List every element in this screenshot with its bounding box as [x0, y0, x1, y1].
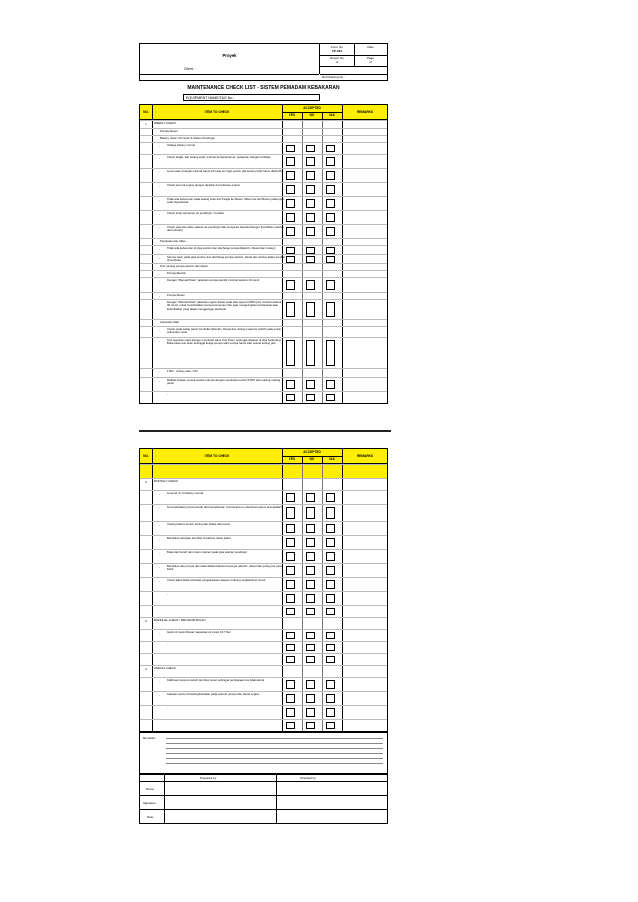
checkbox-na[interactable]	[326, 199, 335, 208]
checkbox-yes[interactable]	[286, 580, 295, 589]
checkbox-yes[interactable]	[286, 213, 295, 222]
checkbox-no[interactable]	[306, 380, 315, 389]
checkbox-na[interactable]	[326, 157, 335, 166]
checkbox-na[interactable]	[326, 722, 335, 729]
bullet-dash: -	[159, 579, 160, 583]
checklist-body-1	[139, 120, 388, 404]
item-text: Voltage battery normal	[167, 144, 195, 147]
bullet-dash: -	[159, 279, 160, 283]
checklist-row	[140, 154, 387, 168]
item-text: -	[167, 707, 168, 710]
col-yes: YES	[288, 113, 296, 117]
checkbox-no[interactable]	[306, 213, 315, 222]
bullet-dash: -	[159, 523, 160, 527]
checkbox-no[interactable]	[306, 247, 315, 254]
bullet-dash: -	[159, 184, 160, 188]
checkbox-yes[interactable]	[286, 185, 295, 194]
checkbox-yes[interactable]	[286, 538, 295, 547]
checklist-row	[140, 641, 387, 653]
item-text: Pompa Electric	[167, 272, 186, 275]
item-text: Check pada setiap panel Controller (Electric, Diesel dan Jockey) selector switch pada posisi Automatic mode	[167, 328, 281, 335]
checkbox-na[interactable]	[326, 608, 335, 615]
bullet-dash: -	[159, 537, 160, 541]
checklist-row	[140, 210, 387, 224]
checkbox-na[interactable]	[326, 247, 335, 254]
checkbox-yes[interactable]	[286, 694, 295, 703]
checkbox-yes[interactable]	[286, 656, 295, 663]
col-no-acc: NO	[309, 457, 315, 461]
checkbox-yes[interactable]	[286, 394, 295, 401]
remarks-box[interactable]	[139, 732, 388, 774]
col-remarks: REMARKS	[356, 454, 374, 458]
checklist-row	[140, 691, 387, 705]
project-box	[140, 44, 320, 74]
bullet-dash: -	[159, 301, 160, 305]
checkbox-yes[interactable]	[286, 302, 295, 317]
col-item: ITEM TO CHECK	[204, 110, 230, 114]
checkbox-na[interactable]	[326, 507, 335, 519]
item-text: Check tangki, tiari selang solar, tertutup kontaminasi air, pelapisan ulangan terbatas	[167, 156, 271, 159]
checkbox-yes[interactable]	[286, 340, 295, 366]
table-header-2	[139, 448, 388, 464]
checklist-row	[140, 464, 387, 478]
item-text: Bersihkan dan pompa dan kelembaban bahwa hi-pompa (electric, diesel dan jockey) ke panel listrik	[167, 565, 283, 572]
checklist-row	[140, 182, 387, 196]
checklist-row	[140, 705, 387, 719]
checkbox-no[interactable]	[306, 580, 315, 589]
checkbox-yes[interactable]	[286, 608, 295, 615]
item-text: Dengan "Manual Mode" jalankan engine diesel pada start speed (2000 rpm) minimal selama 30 menit, untuk membuktikan semua komponen dan agar mengeringkan kondensasi atau kelembaban yang dapat mengganggu electrical	[167, 301, 282, 311]
report-no-value: of	[335, 60, 339, 64]
item-text: Test running pompa electric dan diesel	[160, 265, 208, 268]
checkbox-na[interactable]	[326, 394, 335, 401]
bullet-dash: -	[159, 379, 160, 383]
checkbox-na[interactable]	[326, 145, 335, 152]
form-page-1	[139, 43, 388, 411]
checkbox-na[interactable]	[326, 280, 335, 290]
client-label: Client :	[184, 67, 195, 71]
item-text: Check kabel listrik terhadap pengelupasan ataupun hubung singkat/short circuit	[167, 579, 266, 582]
col-na: N/A	[329, 113, 335, 117]
checkbox-yes[interactable]	[286, 247, 295, 254]
bullet-dash: -	[159, 328, 160, 332]
item-text: WEEKLY CHECK	[154, 122, 176, 125]
date-label: Date	[367, 45, 374, 49]
checkbox-no[interactable]	[306, 656, 315, 663]
bullet-dash: -	[159, 294, 160, 298]
item-text: Automatic Start	[160, 321, 180, 324]
checkbox-na[interactable]	[326, 213, 335, 222]
checklist-row	[140, 368, 387, 377]
form-no-value: FP-004	[332, 49, 342, 53]
checkbox-no[interactable]	[306, 256, 315, 263]
checklist-row	[140, 521, 387, 535]
form-info-grid	[320, 44, 387, 74]
item-text: Lakukan servis di bearing/bantalan pada seluruh pompa dan diesel engine	[167, 693, 260, 696]
item-text: Perpipaan dan Valve	[160, 240, 186, 243]
bullet-dash: -	[159, 370, 160, 374]
checklist-row	[140, 629, 387, 641]
bullet-dash: -	[159, 272, 160, 276]
checklist-row	[140, 591, 387, 605]
col-na: N/A	[329, 457, 335, 461]
checklist-row	[140, 337, 387, 368]
form-header	[139, 43, 388, 81]
checkbox-na[interactable]	[326, 566, 335, 575]
item-text: -	[167, 593, 168, 596]
item-text: Semua valve pada pipa suction dan discharge pompa electric, diesel dan Jockey dalam kondisi Open/buka	[167, 256, 285, 263]
checklist-row	[140, 535, 387, 549]
page-label: Page	[366, 56, 374, 60]
checklist-row	[140, 270, 387, 277]
section-row	[140, 478, 387, 490]
checkbox-yes[interactable]	[286, 256, 295, 263]
checkbox-na[interactable]	[326, 580, 335, 589]
col-accepted: ACCEPTED	[303, 106, 321, 110]
checkbox-no[interactable]	[306, 566, 315, 575]
col-no-acc: NO	[309, 113, 315, 117]
checkbox-yes[interactable]	[286, 507, 295, 519]
checklist-row	[140, 254, 387, 263]
checklist-row	[140, 142, 387, 154]
checkbox-no[interactable]	[306, 708, 315, 717]
checkbox-na[interactable]	[326, 656, 335, 663]
item-text: -	[167, 643, 168, 646]
checklist-row	[140, 196, 387, 210]
row-number: 4	[145, 667, 147, 671]
page-value: of	[369, 60, 372, 64]
checkbox-na[interactable]	[326, 185, 335, 194]
item-text: Dengan "Manual Mode", jalankan pompa electrik minimal selama 10 menit	[167, 279, 260, 282]
col-accepted: ACCEPTED	[303, 450, 321, 454]
checkbox-na[interactable]	[326, 227, 335, 236]
checkbox-no[interactable]	[306, 394, 315, 401]
item-text: Casing battery bersih, kering dan bebas dari korosi	[167, 523, 231, 526]
checkbox-no[interactable]	[306, 722, 315, 729]
item-text: MONTHLY CHECK	[154, 480, 178, 483]
item-text: Level air dr. bl battery normal	[167, 492, 204, 495]
checklist-row	[140, 319, 387, 326]
checkbox-yes[interactable]	[286, 199, 295, 208]
checklist-body-2	[139, 464, 388, 732]
checklist-row	[140, 299, 387, 319]
signature-label: Signature	[143, 801, 156, 805]
checkbox-no[interactable]	[306, 538, 315, 547]
checklist-row	[140, 277, 387, 292]
bullet-dash: -	[159, 247, 160, 251]
checkbox-no[interactable]	[306, 340, 315, 366]
signature-block	[139, 774, 388, 824]
bullet-dash: -	[159, 212, 160, 216]
checkbox-na[interactable]	[326, 493, 335, 502]
prepared-by-label: Prepared by	[200, 776, 217, 780]
checklist-row	[140, 605, 387, 617]
checkbox-na[interactable]	[326, 552, 335, 561]
checkbox-no[interactable]	[306, 644, 315, 651]
item-text: Check pipa dan valve saluran air pendingin dari pompa ke Heat Exchanger (bersihkan strainer dari kotoran)	[167, 226, 284, 233]
checklist-row	[140, 577, 387, 591]
bullet-dash: -	[159, 551, 160, 555]
checkbox-na[interactable]	[326, 632, 335, 639]
bullet-dash: -	[159, 256, 160, 260]
checkbox-no[interactable]	[306, 185, 315, 194]
date-row-label: Date	[147, 815, 154, 819]
ref-drawing-label: Ref Drawing No :	[320, 74, 387, 81]
section-row	[140, 617, 387, 629]
bullet-dash: -	[159, 226, 160, 230]
checkbox-na[interactable]	[326, 644, 335, 651]
checklist-row	[140, 653, 387, 665]
item-text: Bulat dari bersih dan rotam rotamer pada pipa saluran pendingin	[167, 551, 247, 554]
remarks-label: Remarks :	[143, 736, 157, 740]
checklist-row	[140, 135, 387, 142]
checkbox-no[interactable]	[306, 171, 315, 180]
checkbox-no[interactable]	[306, 280, 315, 290]
form-no-label: Form No	[331, 45, 343, 49]
col-yes: YES	[288, 457, 296, 461]
checklist-row	[140, 677, 387, 691]
checklist-row	[140, 549, 387, 563]
item-text: ANNUAL CHECK	[154, 667, 176, 670]
form-page-2	[139, 448, 388, 826]
checkbox-yes[interactable]	[286, 722, 295, 729]
checklist-row	[140, 391, 387, 403]
name-label: Name	[146, 787, 155, 791]
checkbox-na[interactable]	[326, 708, 335, 717]
item-text: Kalibrasi pressure switch dan flow meter sehingga pembacaan tes tidak akurat	[167, 679, 265, 682]
checkbox-na[interactable]	[326, 680, 335, 689]
checkbox-yes[interactable]	[286, 632, 295, 639]
form-title: MAINTENANCE CHECK LIST - SISTEM PEMADAM KEBAKARAN	[187, 85, 340, 91]
checkbox-no[interactable]	[306, 552, 315, 561]
checklist-row	[140, 263, 387, 270]
item-text: Pompa Diesel	[167, 294, 185, 297]
table-header	[139, 104, 388, 120]
bullet-dash: -	[159, 506, 160, 510]
checkbox-yes[interactable]	[286, 493, 295, 502]
checkbox-yes[interactable]	[286, 594, 295, 603]
item-text: Test operation start dengan membuka valve Test Drain, sehingga tekanan di pipa berkurang. Buka valve test drain sehingga ketiga pompa start pompa harus start sesuai setting plot.	[167, 339, 282, 346]
bullet-dash: -	[159, 565, 160, 569]
item-text: Level solar di tangki minimal harus 2/3 (dua per tiga) penuh, jika kurang tanki harus diisi/refill	[167, 170, 282, 173]
checkbox-no[interactable]	[306, 227, 315, 236]
checkbox-no[interactable]	[306, 680, 315, 689]
checkbox-na[interactable]	[326, 171, 335, 180]
item-text: Check tutup campuran air pendingin / Coolant	[167, 212, 224, 215]
project-label: Proyek	[222, 53, 237, 58]
item-text: 1 Bar : Jockey start / ON	[167, 370, 198, 373]
row-number: 1	[145, 122, 147, 126]
col-remarks: REMARKS	[356, 110, 374, 114]
checkbox-no[interactable]	[306, 145, 315, 152]
checkbox-no[interactable]	[306, 608, 315, 615]
checkbox-na[interactable]	[326, 594, 335, 603]
checkbox-na[interactable]	[326, 694, 335, 703]
item-text: Pompa Diesel	[160, 130, 178, 133]
bullet-dash: -	[159, 492, 160, 496]
checklist-row	[140, 128, 387, 135]
checkbox-yes[interactable]	[286, 145, 295, 152]
col-no: NO.	[143, 454, 149, 458]
checkbox-na[interactable]	[326, 380, 335, 389]
bullet-dash: -	[159, 170, 160, 174]
checkbox-yes[interactable]	[286, 227, 295, 236]
bullet-dash: -	[159, 679, 160, 683]
checkbox-no[interactable]	[306, 694, 315, 703]
checklist-row	[140, 245, 387, 254]
item-text: BIANNUAL CHECK / PER ENAM BULAN	[154, 619, 206, 622]
col-item: ITEM TO CHECK	[204, 454, 230, 458]
checkbox-na[interactable]	[326, 538, 335, 547]
checkbox-yes[interactable]	[286, 157, 295, 166]
item-text: Terminal battery harus bersih dari bersel/kerak. Connections to electrical system acceptable?	[167, 506, 283, 509]
checklist-row	[140, 719, 387, 731]
checkbox-no[interactable]	[306, 524, 315, 533]
report-no-label: Report No	[330, 56, 344, 60]
checkbox-yes[interactable]	[286, 680, 295, 689]
bullet-dash: -	[159, 156, 160, 160]
checkbox-na[interactable]	[326, 256, 335, 263]
bullet-dash: -	[159, 631, 160, 635]
bullet-dash: -	[159, 144, 160, 148]
checkbox-yes[interactable]	[286, 380, 295, 389]
section-row	[140, 120, 387, 128]
page-separator	[139, 430, 391, 432]
checklist-row	[140, 490, 387, 504]
item-text: Bersihkan saringan dan filter di saluran tekan kabut	[167, 537, 231, 540]
checkbox-na[interactable]	[326, 340, 335, 366]
section-row	[140, 665, 387, 677]
checkbox-no[interactable]	[306, 302, 315, 317]
checkbox-no[interactable]	[306, 594, 315, 603]
checklist-row	[140, 224, 387, 238]
checkbox-no[interactable]	[306, 493, 315, 502]
bullet-dash: -	[159, 198, 160, 202]
checkbox-yes[interactable]	[286, 552, 295, 561]
checklist-row	[140, 504, 387, 521]
checkbox-no[interactable]	[306, 157, 315, 166]
item-text: Battery, Solar, Oli mesin & Sistem Pendingin	[160, 137, 215, 140]
item-text: -	[167, 393, 168, 396]
checkbox-yes[interactable]	[286, 171, 295, 180]
bullet-dash: -	[159, 339, 160, 343]
checkbox-yes[interactable]	[286, 644, 295, 651]
item-text: Check level oli engine dengan dipstick di crankcase engine	[167, 184, 241, 187]
col-no: NO.	[143, 110, 149, 114]
bullet-dash: -	[159, 693, 160, 697]
checked-by-label: Checked by	[300, 776, 316, 780]
item-text: Tidak ada kebocoran pada selang solar dari Tangki ke Diesel. Valve fuel dari Return pada pipa solar Operational	[167, 198, 284, 205]
checklist-row	[140, 238, 387, 245]
item-text: Tidak ada kebocoran di pipa suction dan discharge pompa (Electric, Diesel dan Jockey)	[167, 247, 276, 250]
checkbox-na[interactable]	[326, 302, 335, 317]
checkbox-yes[interactable]	[286, 566, 295, 575]
item-text: Melihat tindaan pompa secara manual dengan membuka tombol STOP dari masing-masing panel	[167, 379, 281, 386]
checklist-row	[140, 292, 387, 299]
checkbox-yes[interactable]	[286, 524, 295, 533]
checklist-row	[140, 168, 387, 182]
checkbox-no[interactable]	[306, 199, 315, 208]
checkbox-yes[interactable]	[286, 280, 295, 290]
checkbox-no[interactable]	[306, 632, 315, 639]
row-number: 3	[145, 619, 147, 623]
item-text: Ganti oli mesin Diesel, kapasitas oli mesin 16.7 liter	[167, 631, 231, 634]
checklist-row	[140, 377, 387, 391]
checkbox-no[interactable]	[306, 507, 315, 519]
checklist-row	[140, 326, 387, 337]
checkbox-na[interactable]	[326, 524, 335, 533]
checklist-row	[140, 563, 387, 577]
equipment-field[interactable]: EQUIPMENT NAME/TAG No :	[183, 94, 320, 101]
row-number: 2	[145, 480, 147, 484]
checkbox-yes[interactable]	[286, 708, 295, 717]
